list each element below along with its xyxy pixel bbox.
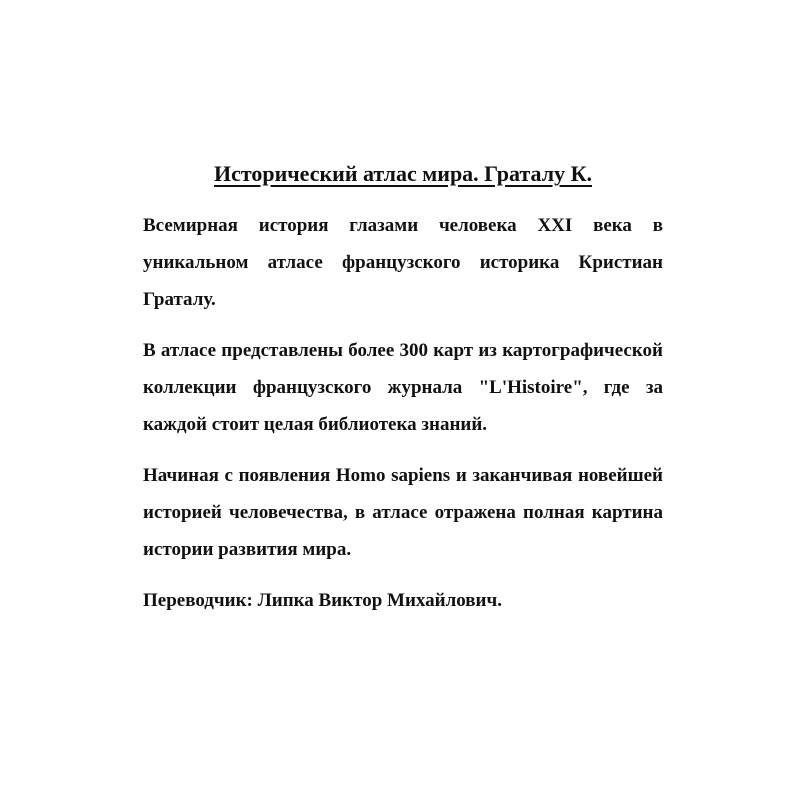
document-title: Исторический атлас мира. Граталу К. [213, 161, 593, 186]
paragraph-maps: В атласе представлены более 300 карт из картографической коллекции французского журнала "L'Histoire", где за каждой стоит целая библиотека знаний. [143, 340, 663, 435]
document-body [143, 155, 663, 633]
paragraph-scope: Начиная с появления Homo sapiens и заканчивая новейшей историей человечества, в атласе отражена полная картина истории развития мира. [143, 465, 663, 560]
paragraph-translator: Переводчик: Липка Виктор Михайлович. [143, 590, 502, 611]
paragraph-description: Всемирная история глазами человека XXI века в уникальном атласе французского историка Кристиан Граталу. [143, 215, 663, 310]
